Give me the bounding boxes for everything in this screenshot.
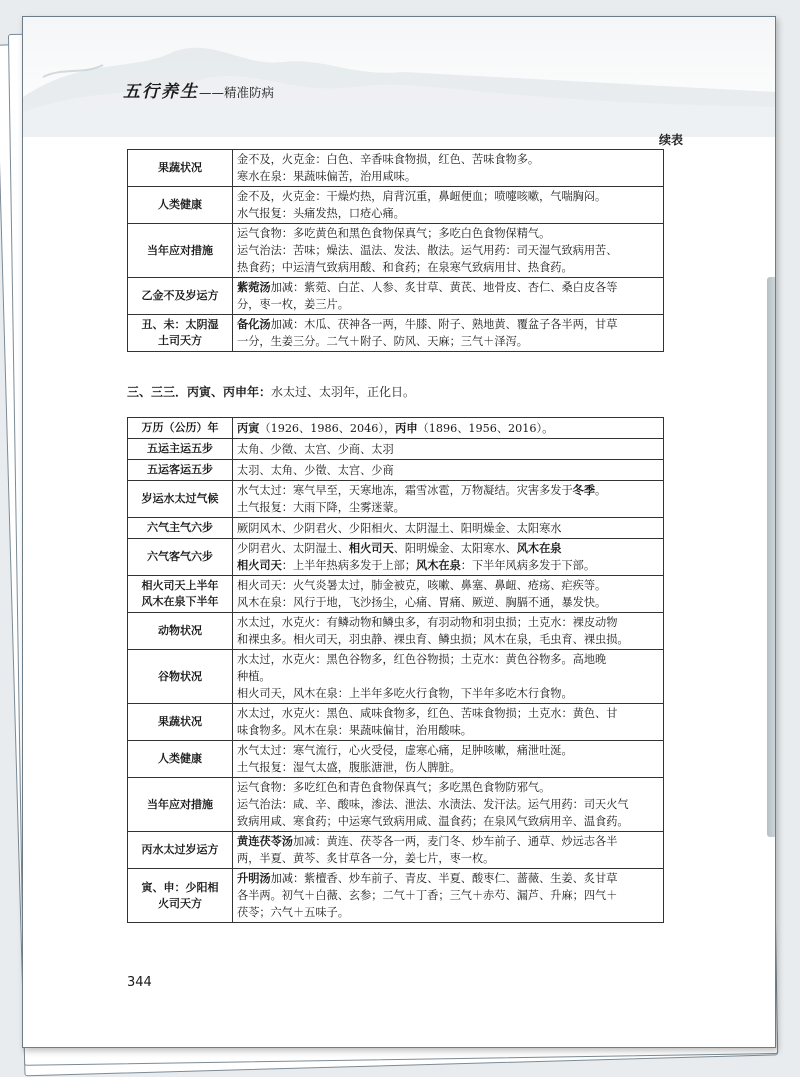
row-label xyxy=(128,439,233,460)
text-segment: 致病用咸、寒食药；中运寒气致病用咸、温食药；在泉风气致病用辛、温食药。 xyxy=(237,815,629,828)
table-row xyxy=(128,278,664,315)
content-line xyxy=(237,242,659,259)
row-label-line: 五运主运五步 xyxy=(147,442,213,455)
text-segment: 茯苓；六气＋五味子。 xyxy=(237,906,349,919)
content-line xyxy=(237,420,659,437)
row-label-line: 果蔬状况 xyxy=(158,161,202,174)
content-line xyxy=(237,316,659,333)
text-segment: 金不及，火克金：干燥灼热，肩背沉重，鼻衄便血；喷嚏咳嗽，气喘胸闷。 xyxy=(237,190,607,203)
table-row xyxy=(128,481,664,518)
row-content xyxy=(233,518,664,539)
content-line xyxy=(237,151,659,168)
row-content xyxy=(233,869,664,923)
bold-term: 风木在泉 xyxy=(516,542,562,555)
section-heading xyxy=(127,383,415,400)
row-content xyxy=(233,832,664,869)
row-content xyxy=(233,278,664,315)
text-segment: 种植。 xyxy=(237,670,271,683)
row-label-line: 丙水太过岁运方 xyxy=(141,843,219,856)
content-line xyxy=(237,296,659,313)
row-label-line: 动物状况 xyxy=(158,624,202,637)
page-edge-tab xyxy=(767,277,776,837)
text-segment: 水太过，水克火：有鳞动物和鳞虫多，有羽动物和羽虫损；土克水：裸皮动物 xyxy=(237,616,618,629)
content-line xyxy=(237,651,659,668)
text-segment: 寒水在泉：果蔬味偏苦，治用咸味。 xyxy=(237,170,417,183)
content-line xyxy=(237,614,659,631)
text-segment: （1896、1956、2016）。 xyxy=(417,421,554,435)
row-label xyxy=(128,187,233,224)
content-line xyxy=(237,722,659,739)
text-segment: 和裸虫多。相火司天，羽虫静、裸虫育、鳞虫损；风木在泉，毛虫育、裸虫损。 xyxy=(237,633,629,646)
text-segment: 运气食物：多吃黄色和黑色食物保真气；多吃白色食物保精气。 xyxy=(237,227,551,240)
row-label-line: 风木在泉下半年 xyxy=(141,595,219,608)
row-label xyxy=(128,869,233,923)
row-label xyxy=(128,418,233,439)
text-segment: 运气食物：多吃红色和青色食物保真气；多吃黑色食物防邪气。 xyxy=(237,781,551,794)
text-segment: 太角、少徵、太宫、少商、太羽 xyxy=(237,442,394,456)
content-line xyxy=(237,188,659,205)
section-text: 水太过、太羽年，正化日。 xyxy=(271,385,416,399)
row-label xyxy=(128,224,233,278)
text-segment: 、阳明燥金、太阳寒水、 xyxy=(393,542,517,555)
bold-term: 丙申 xyxy=(395,421,418,435)
content-line xyxy=(237,813,659,830)
table-row xyxy=(128,778,664,832)
row-label-line: 岁运水太过气候 xyxy=(141,492,219,505)
row-content xyxy=(233,187,664,224)
content-line xyxy=(237,225,659,242)
table-bingyin-bingshen xyxy=(127,417,664,923)
bold-term: 升明汤 xyxy=(237,872,271,885)
content-line xyxy=(237,887,659,904)
row-content xyxy=(233,704,664,741)
bold-term: 丙寅 xyxy=(237,421,260,435)
row-label-line: 五运客运五步 xyxy=(147,463,213,476)
row-label-line: 万历（公历）年 xyxy=(141,421,219,434)
table-row xyxy=(128,518,664,539)
text-segment: 运气治法：咸、辛、酸味，渗法、泄法、水渍法、发汗法。运气用药：司天火气 xyxy=(237,798,629,811)
row-content xyxy=(233,150,664,187)
row-label-line: 乙金不及岁运方 xyxy=(141,289,219,302)
row-content xyxy=(233,481,664,518)
content-line xyxy=(237,594,659,611)
running-header xyxy=(123,77,274,102)
text-segment: 厥阴风木、少阴君火、少阳相火、太阴湿土、阳明燥金、太阳寒水 xyxy=(237,521,562,535)
content-line xyxy=(237,742,659,759)
continued-label: 续表 xyxy=(658,133,683,147)
text-segment: 相火司天，风木在泉：上半年多吃火行食物，下半年多吃木行食物。 xyxy=(237,687,573,700)
text-segment: 两，半夏、黄芩、炙甘草各一分，姜七片，枣一枚。 xyxy=(237,852,495,865)
row-label xyxy=(128,704,233,741)
text-segment: ：下半年风病多发于下部。 xyxy=(460,559,596,572)
row-content xyxy=(233,460,664,481)
table-row xyxy=(128,869,664,923)
bold-term: 相火司天 xyxy=(348,542,394,555)
row-label-line: 人类健康 xyxy=(158,752,202,765)
row-content xyxy=(233,576,664,613)
text-segment: （1926、1986、2046）， xyxy=(259,421,396,435)
row-label-line: 六气客气六步 xyxy=(147,550,213,563)
row-label-line: 当年应对措施 xyxy=(147,243,213,257)
row-label-line: 土司天方 xyxy=(158,334,202,347)
text-segment: 水气报复：头痛发热，口疮心痛。 xyxy=(237,207,405,220)
bold-term: 风木在泉 xyxy=(416,559,461,572)
text-segment: 水气太过：寒气早至，天寒地冻，霜雪冰雹，万物凝结。灾害多发于 xyxy=(237,484,573,497)
table-row xyxy=(128,613,664,650)
bold-term: 备化汤 xyxy=(237,318,271,331)
content-line xyxy=(237,705,659,722)
row-label xyxy=(128,778,233,832)
row-label-line: 果蔬状况 xyxy=(158,715,202,728)
text-segment: 水气太过：寒气流行，心火受侵，虚寒心痛，足肿咳嗽，痛泄吐涎。 xyxy=(237,744,573,757)
row-label xyxy=(128,278,233,315)
row-content xyxy=(233,778,664,832)
row-label-line: 当年应对措施 xyxy=(147,797,213,811)
row-label xyxy=(128,460,233,481)
content-line xyxy=(237,520,659,537)
content-line xyxy=(237,205,659,222)
table-row xyxy=(128,460,664,481)
header-brand: 五行养生 xyxy=(123,82,199,102)
row-label xyxy=(128,150,233,187)
row-label-line: 谷物状况 xyxy=(158,669,202,683)
text-segment: 土气报复：大雨下降，尘雾迷蒙。 xyxy=(237,501,405,514)
text-segment: 一分，生姜三分。二气＋附子、防风、天麻；三气＋泽泻。 xyxy=(237,335,528,348)
content-line xyxy=(237,685,659,702)
table-row xyxy=(128,650,664,704)
row-label-line: 相火司天上半年 xyxy=(141,579,219,592)
row-content xyxy=(233,418,664,439)
bold-term: 紫菀汤 xyxy=(237,281,271,294)
table-row xyxy=(128,741,664,778)
text-segment: 各半两。初气＋白薇、玄参；二气＋丁香；三气＋赤芍、漏芦、升麻；四气＋ xyxy=(237,889,618,902)
bold-term: 相火司天 xyxy=(237,559,282,572)
text-segment: 水太过，水克火：黑色谷物多，红色谷物损；土克水：黄色谷物多。高地晚 xyxy=(237,653,607,666)
row-label xyxy=(128,576,233,613)
bold-term: 冬季 xyxy=(572,484,596,497)
table-row xyxy=(128,418,664,439)
row-content xyxy=(233,439,664,460)
content-line xyxy=(237,631,659,648)
text-segment: 加减：紫檀香、炒车前子、青皮、半夏、酸枣仁、蔷薇、生姜、炙甘草 xyxy=(270,872,618,885)
text-segment: 加减：黄连、茯苓各一两，麦门冬、炒车前子、通草、炒远志各半 xyxy=(292,835,618,848)
table-row xyxy=(128,539,664,576)
content-line xyxy=(237,904,659,921)
content-line xyxy=(237,833,659,850)
text-segment: 土气报复：湿气太盛，腹胀溏泄，伤人脾脏。 xyxy=(237,761,461,774)
row-content xyxy=(233,741,664,778)
content-line xyxy=(237,668,659,685)
content-line xyxy=(237,462,659,479)
content-line xyxy=(237,870,659,887)
row-label xyxy=(128,741,233,778)
text-segment: 加减：木瓜、茯神各一两，牛膝、附子、熟地黄、覆盆子各半两，甘草 xyxy=(270,318,618,331)
bold-term: 黄连茯苓汤 xyxy=(237,835,293,848)
content-line xyxy=(237,557,659,574)
table-row xyxy=(128,315,664,352)
text-segment: 运气治法：苦味；燥法、温法、发法、散法。运气用药：司天湿气致病用苦、 xyxy=(237,244,618,257)
text-segment: 太羽、太角、少徵、太宫、少商 xyxy=(237,463,394,477)
row-content xyxy=(233,224,664,278)
text-segment: 金不及，火克金：白色、辛香味食物损，红色、苦味食物多。 xyxy=(237,153,540,166)
table-row xyxy=(128,704,664,741)
content-line xyxy=(237,279,659,296)
row-label-line: 寅、申：少阳相 xyxy=(141,880,219,894)
row-content xyxy=(233,539,664,576)
table-row xyxy=(128,576,664,613)
table-row xyxy=(128,224,664,278)
row-label xyxy=(128,539,233,576)
row-label xyxy=(128,518,233,539)
table-row xyxy=(128,150,664,187)
row-content xyxy=(233,650,664,704)
row-label xyxy=(128,613,233,650)
row-label-line: 人类健康 xyxy=(158,198,202,211)
row-label xyxy=(128,832,233,869)
text-segment: 加减：紫菀、白芷、人参、炙甘草、黄芪、地骨皮、杏仁、桑白皮各等 xyxy=(270,281,618,294)
row-content xyxy=(233,613,664,650)
content-line xyxy=(237,333,659,350)
row-label xyxy=(128,481,233,518)
content-line xyxy=(237,259,659,276)
text-segment: 水太过，水克火：黑色、咸味食物多，红色、苦味食物损；土克水：黄色、甘 xyxy=(237,707,618,720)
header-subtitle: 精准防病 xyxy=(224,85,275,100)
text-segment: 少阴君火、太阴湿土、 xyxy=(237,542,349,555)
book-page xyxy=(22,16,776,1048)
row-label-line: 六气主气六步 xyxy=(147,521,213,534)
content-line xyxy=(237,441,659,458)
section-title: 三、三三．丙寅、丙申年： xyxy=(127,385,272,399)
table-row xyxy=(128,187,664,224)
text-segment: ：上半年热病多发于上部； xyxy=(281,559,417,572)
text-segment: 热食药；中运清气致病用酸、和食药；在泉寒气致病用甘、热食药。 xyxy=(237,261,573,274)
text-segment: 味食物多。风木在泉：果蔬味偏甘，治用酸味。 xyxy=(237,724,472,737)
page-number: 344 xyxy=(127,975,152,990)
content-line xyxy=(237,540,659,557)
content-line xyxy=(237,482,659,499)
header-dash: —— xyxy=(199,85,224,100)
text-segment: 。 xyxy=(595,484,607,497)
text-segment: 相火司天：火气炎暑太过，肺金被克，咳嗽、鼻塞、鼻衄、疮疡、疟疾等。 xyxy=(237,579,607,592)
row-label xyxy=(128,650,233,704)
row-label-line: 火司天方 xyxy=(158,896,202,910)
text-segment: 分，枣一枚，姜三片。 xyxy=(237,298,349,311)
text-segment: 风木在泉：风行于地，飞沙扬尘，心痛、胃痛、厥逆、胸膈不通，暴发快。 xyxy=(237,596,607,609)
content-line xyxy=(237,168,659,185)
content-line xyxy=(237,759,659,776)
row-label-line: 丑、未：太阴湿 xyxy=(141,318,219,331)
content-line xyxy=(237,779,659,796)
content-line xyxy=(237,850,659,867)
content-line xyxy=(237,499,659,516)
content-line xyxy=(237,577,659,594)
row-label xyxy=(128,315,233,352)
table-continued xyxy=(127,149,664,352)
content-line xyxy=(237,796,659,813)
row-content xyxy=(233,315,664,352)
table-row xyxy=(128,439,664,460)
table-row xyxy=(128,832,664,869)
